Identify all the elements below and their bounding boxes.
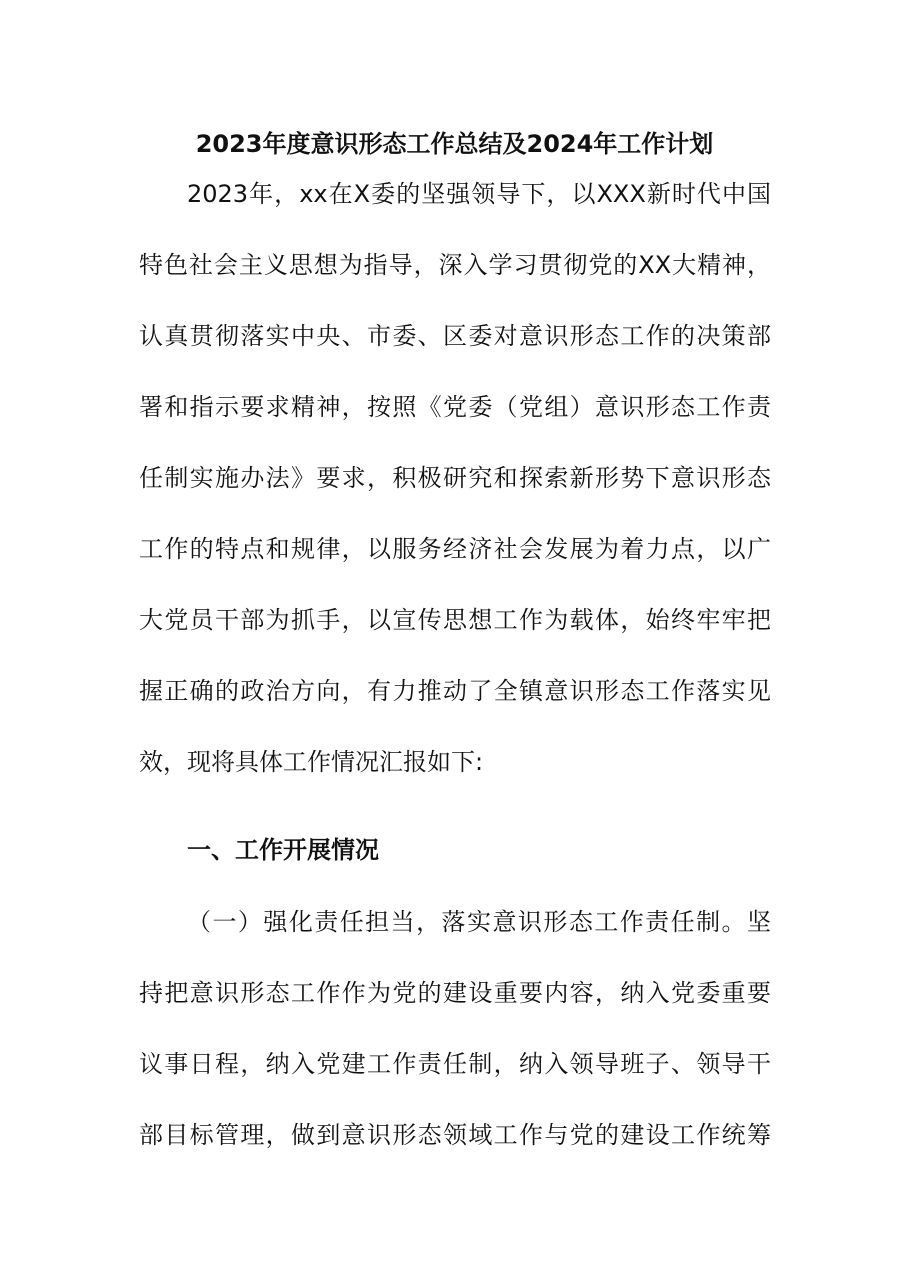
paragraph-line: 2023年，xx在X委的坚强领导下，以XXX新时代中国 [187,180,771,208]
paragraph-line: 议事日程，纳入党建工作责任制，纳入领导班子、领导干 [139,1050,771,1078]
paragraph-line: 任制实施办法》要求，积极研究和探索新形势下意识形态 [139,464,771,492]
paragraph-line: 特色社会主义思想为指导，深入学习贯彻党的XX大精神， [139,251,771,279]
paragraph-line: 握正确的政治方向，有力推动了全镇意识形态工作落实见 [139,677,771,705]
paragraph-line: 署和指示要求精神，按照《党委（党组）意识形态工作责 [139,393,771,421]
section-heading: 一、工作开展情况 [187,836,379,864]
paragraph-line: 持把意识形态工作作为党的建设重要内容，纳入党委重要 [139,979,771,1007]
paragraph-line: （一）强化责任担当，落实意识形态工作责任制。坚 [187,908,771,936]
paragraph-line: 效，现将具体工作情况汇报如下: [139,748,484,776]
paragraph-line: 大党员干部为抓手，以宣传思想工作为载体，始终牢牢把 [139,606,771,634]
paragraph-line: 认真贯彻落实中央、市委、区委对意识形态工作的决策部 [139,322,771,350]
paragraph-line: 工作的特点和规律，以服务经济社会发展为着力点，以广 [139,535,771,563]
document-title: 2023年度意识形态工作总结及2024年工作计划 [195,130,714,158]
paragraph-line: 部目标管理，做到意识形态领域工作与党的建设工作统筹 [139,1121,771,1149]
